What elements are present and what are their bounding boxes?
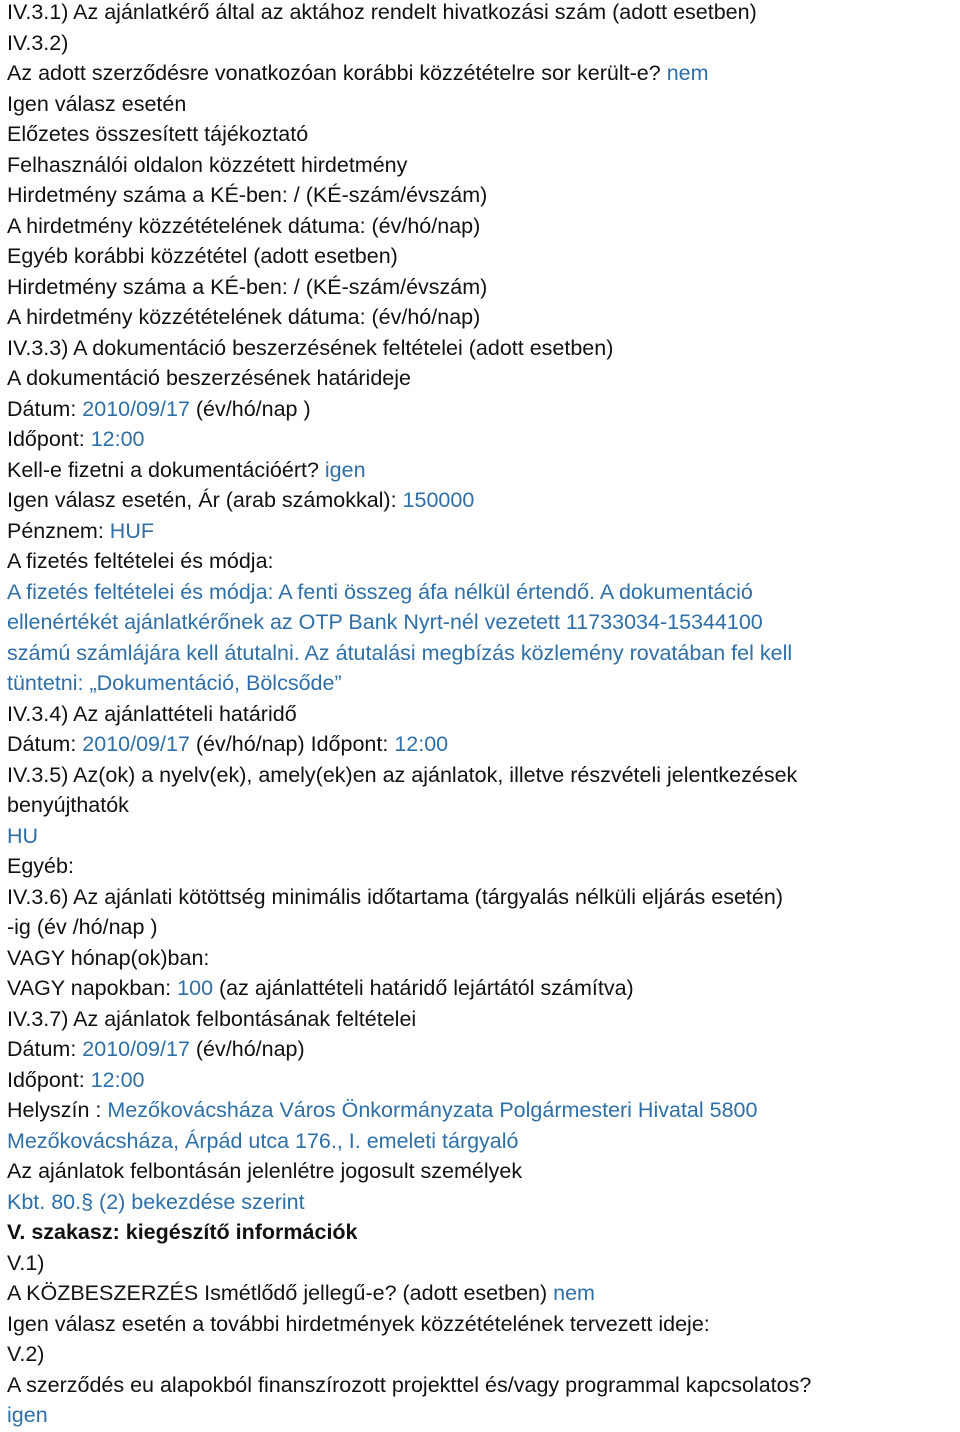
- prior-publication-label: Az adott szerződésre vonatkozóan korábbi közzétételre sor került-e?: [7, 61, 661, 85]
- prior-info-notice-label: Előzetes összesített tájékoztató: [7, 122, 309, 146]
- tender-deadline-date-value: 2010/09/17: [82, 732, 190, 756]
- date-label-2: Dátum:: [7, 732, 77, 756]
- payment-terms-text-1: A fizetés feltételei és módja: A fenti összeg áfa nélkül értendő. A dokumentáció: [7, 579, 753, 604]
- price-row: [7, 485, 960, 516]
- section-iv-3-2-heading: IV.3.2): [7, 30, 69, 55]
- tender-deadline-time-value: 12:00: [394, 732, 449, 756]
- documentation-date-row: [7, 394, 960, 425]
- time-label: Időpont:: [7, 427, 85, 451]
- currency-label: Pénznem:: [7, 518, 104, 543]
- further-notices-label: Igen válasz esetén a további hirdetmények közzétételének tervezett ideje:: [7, 1311, 710, 1336]
- prior-publication-value: nem: [666, 61, 709, 85]
- payment-terms-text-3: számú számlájára kell átutalni. Az átutalási megbízás közlemény rovatában fel kell: [7, 640, 793, 665]
- section-v-1-heading: V.1): [7, 1250, 45, 1275]
- opening-place-value-cont: Mezőkovácsháza, Árpád utca 176., I. emeleti tárgyaló: [7, 1128, 519, 1153]
- binding-months-label: VAGY hónap(ok)ban:: [7, 945, 210, 970]
- eu-funds-value: igen: [7, 1403, 48, 1427]
- binding-days-value: 100: [177, 976, 214, 1000]
- documentation-date-value: 2010/09/17: [82, 396, 190, 421]
- opening-time-value: 12:00: [90, 1067, 145, 1092]
- prior-publication-row: [7, 58, 960, 89]
- documentation-time-row: [7, 424, 960, 455]
- section-iv-3-5-heading: IV.3.5) Az(ok) a nyelv(ek), amely(ek)en az ajánlatok, illetve részvételi jelentkezések: [7, 762, 798, 787]
- notice-date-label-2: A hirdetmény közzétételének dátuma: (év/hó/nap): [7, 305, 481, 329]
- price-label: Igen válasz esetén, Ár (arab számokkal):: [7, 488, 397, 512]
- binding-days-suffix: (az ajánlattételi határidő lejártától számítva): [219, 976, 634, 1000]
- documentation-time-value: 12:00: [90, 427, 145, 451]
- section-iv-3-5-heading-cont: benyújthatók: [7, 793, 129, 817]
- currency-value: HUF: [109, 518, 154, 543]
- section-iv-3-3-heading: IV.3.3) A dokumentáció beszerzésének feltételei (adott esetben): [7, 335, 614, 360]
- place-label: Helyszín :: [7, 1098, 102, 1122]
- recurring-row: [7, 1278, 960, 1309]
- documentation-deadline-label: A dokumentáció beszerzésének határideje: [7, 366, 411, 390]
- section-iv-3-1-heading: IV.3.1) Az ajánlatkérő által az aktához rendelt hivatkozási szám (adott esetben): [7, 0, 757, 24]
- recurring-value: nem: [553, 1281, 595, 1305]
- buyer-profile-notice-label: Felhasználói oldalon közzétett hirdetmény: [7, 152, 408, 177]
- binding-days-label: VAGY napokban:: [7, 976, 172, 1000]
- payment-required-value: igen: [324, 457, 366, 482]
- recurring-label: A KÖZBESZERZÉS Ismétlődő jellegű-e? (adott esetben): [7, 1281, 548, 1305]
- notice-date-label: A hirdetmény közzétételének dátuma: (év/hó/nap): [7, 213, 481, 238]
- attendees-value: Kbt. 80.§ (2) bekezdése szerint: [7, 1189, 305, 1214]
- opening-date-value: 2010/09/17: [82, 1037, 190, 1061]
- attendees-label: Az ajánlatok felbontásán jelenlétre jogosult személyek: [7, 1159, 523, 1183]
- opening-date-row: [7, 1034, 960, 1065]
- price-value: 150000: [402, 488, 475, 512]
- section-iv-3-4-heading: IV.3.4) Az ajánlattételi határidő: [7, 701, 297, 726]
- date-label-3: Dátum:: [7, 1037, 77, 1061]
- notice-number-label: Hirdetmény száma a KÉ-ben: / (KÉ-szám/évszám): [7, 183, 488, 207]
- date-format-time-label: (év/hó/nap) Időpont:: [195, 732, 389, 756]
- currency-row: [7, 516, 960, 547]
- notice-number-label-2: Hirdetmény száma a KÉ-ben: / (KÉ-szám/évszám): [7, 274, 488, 299]
- payment-required-row: [7, 455, 960, 486]
- section-iv-3-7-heading: IV.3.7) Az ajánlatok felbontásának feltételei: [7, 1006, 417, 1031]
- opening-place-value: Mezőkovácsháza Város Önkormányzata Polgármesteri Hivatal 5800: [107, 1098, 758, 1122]
- time-label-2: Időpont:: [7, 1067, 85, 1092]
- language-value: HU: [7, 823, 39, 848]
- other-language-label: Egyéb:: [7, 854, 74, 878]
- tender-deadline-row: [7, 729, 960, 760]
- eu-funds-label: A szerződés eu alapokból finanszírozott projekttel és/vagy programmal kapcsolatos?: [7, 1372, 812, 1397]
- payment-terms-label: A fizetés feltételei és módja:: [7, 549, 274, 573]
- opening-time-row: [7, 1065, 960, 1096]
- binding-days-row: [7, 973, 960, 1004]
- payment-terms-text-4: tüntetni: „Dokumentáció, Bölcsőde”: [7, 671, 342, 695]
- section-iv-3-6-heading: IV.3.6) Az ajánlati kötöttség minimális időtartama (tárgyalás nélküli eljárás esetén): [7, 884, 783, 909]
- date-format-label: (év/hó/nap ): [195, 396, 311, 421]
- if-yes-label: Igen válasz esetén: [7, 91, 187, 116]
- date-label: Dátum:: [7, 396, 77, 421]
- section-v-2-heading: V.2): [7, 1342, 45, 1366]
- binding-until-label: -ig (év /hó/nap ): [7, 915, 158, 939]
- payment-required-label: Kell-e fizetni a dokumentációért?: [7, 457, 319, 482]
- payment-terms-text-2: ellenértékét ajánlatkérőnek az OTP Bank Nyrt-nél vezetett 11733034-15344100: [7, 610, 763, 634]
- section-v-heading: V. szakasz: kiegészítő információk: [7, 1220, 358, 1244]
- date-format-label-3: (év/hó/nap): [195, 1037, 305, 1061]
- opening-place-row: [7, 1095, 960, 1126]
- other-prior-publication-label: Egyéb korábbi közzététel (adott esetben): [7, 244, 398, 268]
